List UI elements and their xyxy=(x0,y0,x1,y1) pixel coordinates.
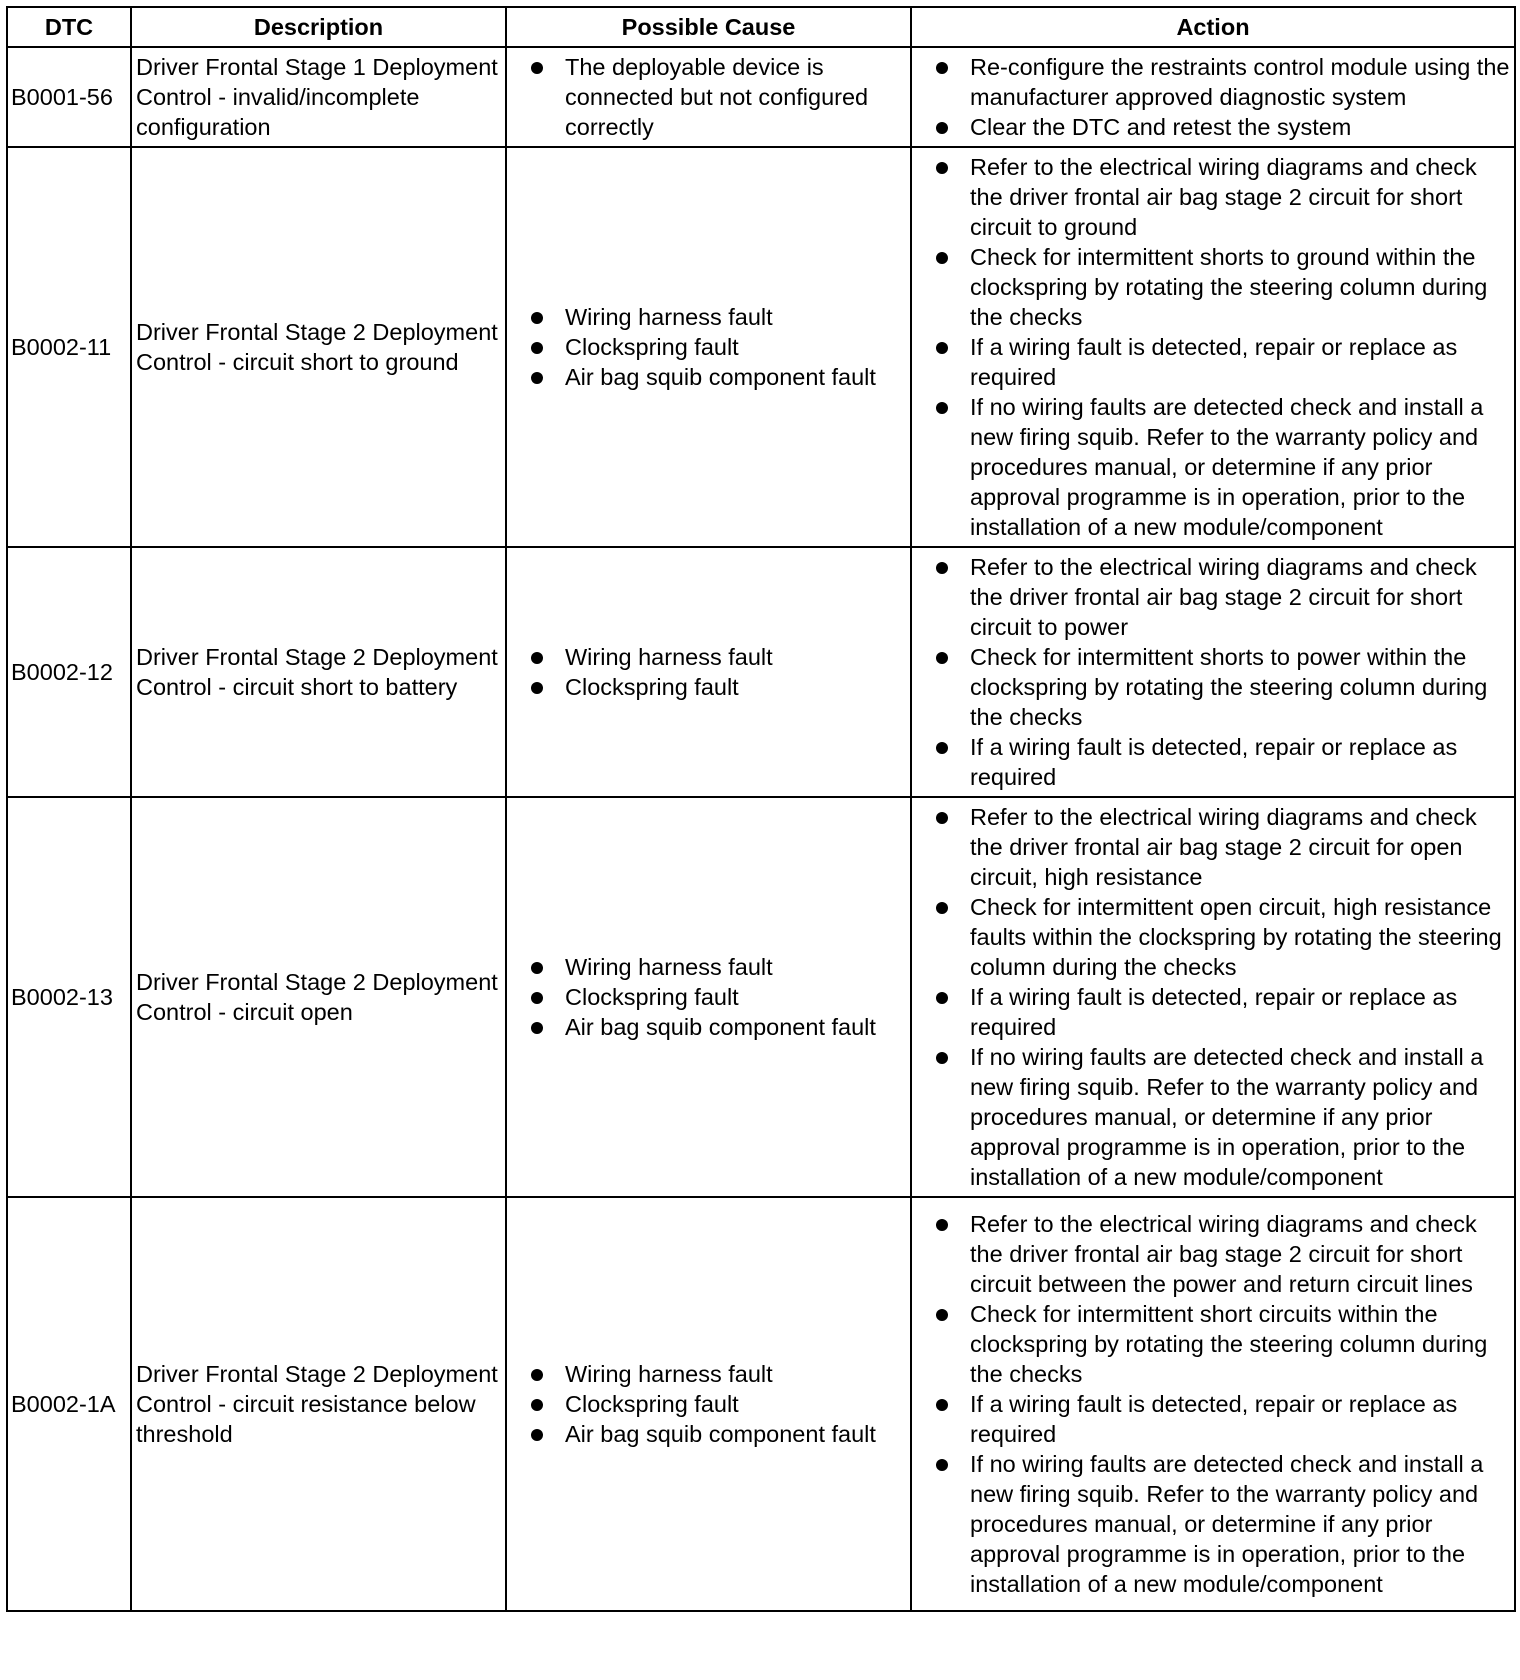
list-item: Wiring harness fault xyxy=(511,642,906,672)
list-item: Air bag squib component fault xyxy=(511,1012,906,1042)
dtc-description: Driver Frontal Stage 2 Deployment Control - circuit short to battery xyxy=(131,547,506,797)
list-item: Clockspring fault xyxy=(511,982,906,1012)
action-cell xyxy=(911,147,1515,547)
action-list xyxy=(916,1209,1510,1599)
header-possible-cause: Possible Cause xyxy=(506,7,911,47)
action-list xyxy=(916,802,1510,1192)
table-row xyxy=(7,1197,1515,1611)
list-item: Re-configure the restraints control module using the manufacturer approved diagnostic system xyxy=(916,52,1510,112)
table-header xyxy=(7,7,1515,47)
possible-cause-list xyxy=(511,1359,906,1449)
list-item: If a wiring fault is detected, repair or replace as required xyxy=(916,1389,1510,1449)
list-item: Clear the DTC and retest the system xyxy=(916,112,1510,142)
dtc-description: Driver Frontal Stage 1 Deployment Control - invalid/incomplete configuration xyxy=(131,47,506,147)
possible-cause-list xyxy=(511,952,906,1042)
list-item: Wiring harness fault xyxy=(511,952,906,982)
dtc-table xyxy=(6,6,1516,1612)
action-list xyxy=(916,52,1510,142)
list-item: If a wiring fault is detected, repair or replace as required xyxy=(916,982,1510,1042)
header-row xyxy=(7,7,1515,47)
dtc-code: B0001-56 xyxy=(7,47,131,147)
list-item: Refer to the electrical wiring diagrams and check the driver frontal air bag stage 2 circuit for open circuit, high resistance xyxy=(916,802,1510,892)
table-row xyxy=(7,147,1515,547)
action-list xyxy=(916,552,1510,792)
list-item: If a wiring fault is detected, repair or replace as required xyxy=(916,332,1510,392)
list-item: Clockspring fault xyxy=(511,1389,906,1419)
possible-cause-cell xyxy=(506,547,911,797)
dtc-code: B0002-12 xyxy=(7,547,131,797)
list-item: If no wiring faults are detected check and install a new firing squib. Refer to the warranty policy and procedures manual, or determine if any prior approval programme is in operation, prior to the installation of a new module/component xyxy=(916,1042,1510,1192)
dtc-description: Driver Frontal Stage 2 Deployment Control - circuit open xyxy=(131,797,506,1197)
dtc-code: B0002-1A xyxy=(7,1197,131,1611)
action-cell xyxy=(911,547,1515,797)
list-item: If a wiring fault is detected, repair or replace as required xyxy=(916,732,1510,792)
list-item: Check for intermittent open circuit, high resistance faults within the clockspring by rotating the steering column during the checks xyxy=(916,892,1510,982)
table-body xyxy=(7,47,1515,1611)
possible-cause-cell xyxy=(506,47,911,147)
list-item: Clockspring fault xyxy=(511,332,906,362)
list-item: Check for intermittent shorts to ground within the clockspring by rotating the steering column during the checks xyxy=(916,242,1510,332)
action-cell xyxy=(911,797,1515,1197)
possible-cause-cell xyxy=(506,797,911,1197)
possible-cause-list xyxy=(511,52,906,142)
list-item: The deployable device is connected but not configured correctly xyxy=(511,52,906,142)
list-item: Wiring harness fault xyxy=(511,1359,906,1389)
table-row xyxy=(7,547,1515,797)
list-item: Refer to the electrical wiring diagrams and check the driver frontal air bag stage 2 circuit for short circuit between the power and return circuit lines xyxy=(916,1209,1510,1299)
header-dtc: DTC xyxy=(7,7,131,47)
list-item: Check for intermittent short circuits within the clockspring by rotating the steering column during the checks xyxy=(916,1299,1510,1389)
list-item: Air bag squib component fault xyxy=(511,1419,906,1449)
table-row xyxy=(7,47,1515,147)
possible-cause-cell xyxy=(506,147,911,547)
table-row xyxy=(7,797,1515,1197)
possible-cause-list xyxy=(511,302,906,392)
action-cell xyxy=(911,47,1515,147)
list-item: If no wiring faults are detected check and install a new firing squib. Refer to the warranty policy and procedures manual, or determine if any prior approval programme is in operation, prior to the installation of a new module/component xyxy=(916,392,1510,542)
list-item: Refer to the electrical wiring diagrams and check the driver frontal air bag stage 2 circuit for short circuit to power xyxy=(916,552,1510,642)
possible-cause-cell xyxy=(506,1197,911,1611)
header-action: Action xyxy=(911,7,1515,47)
dtc-description: Driver Frontal Stage 2 Deployment Control - circuit resistance below threshold xyxy=(131,1197,506,1611)
header-description: Description xyxy=(131,7,506,47)
list-item: Wiring harness fault xyxy=(511,302,906,332)
possible-cause-list xyxy=(511,642,906,702)
action-cell xyxy=(911,1197,1515,1611)
action-list xyxy=(916,152,1510,542)
list-item: If no wiring faults are detected check and install a new firing squib. Refer to the warranty policy and procedures manual, or determine if any prior approval programme is in operation, prior to the installation of a new module/component xyxy=(916,1449,1510,1599)
list-item: Clockspring fault xyxy=(511,672,906,702)
dtc-code: B0002-11 xyxy=(7,147,131,547)
dtc-description: Driver Frontal Stage 2 Deployment Control - circuit short to ground xyxy=(131,147,506,547)
dtc-code: B0002-13 xyxy=(7,797,131,1197)
list-item: Refer to the electrical wiring diagrams and check the driver frontal air bag stage 2 circuit for short circuit to ground xyxy=(916,152,1510,242)
list-item: Air bag squib component fault xyxy=(511,362,906,392)
list-item: Check for intermittent shorts to power within the clockspring by rotating the steering column during the checks xyxy=(916,642,1510,732)
